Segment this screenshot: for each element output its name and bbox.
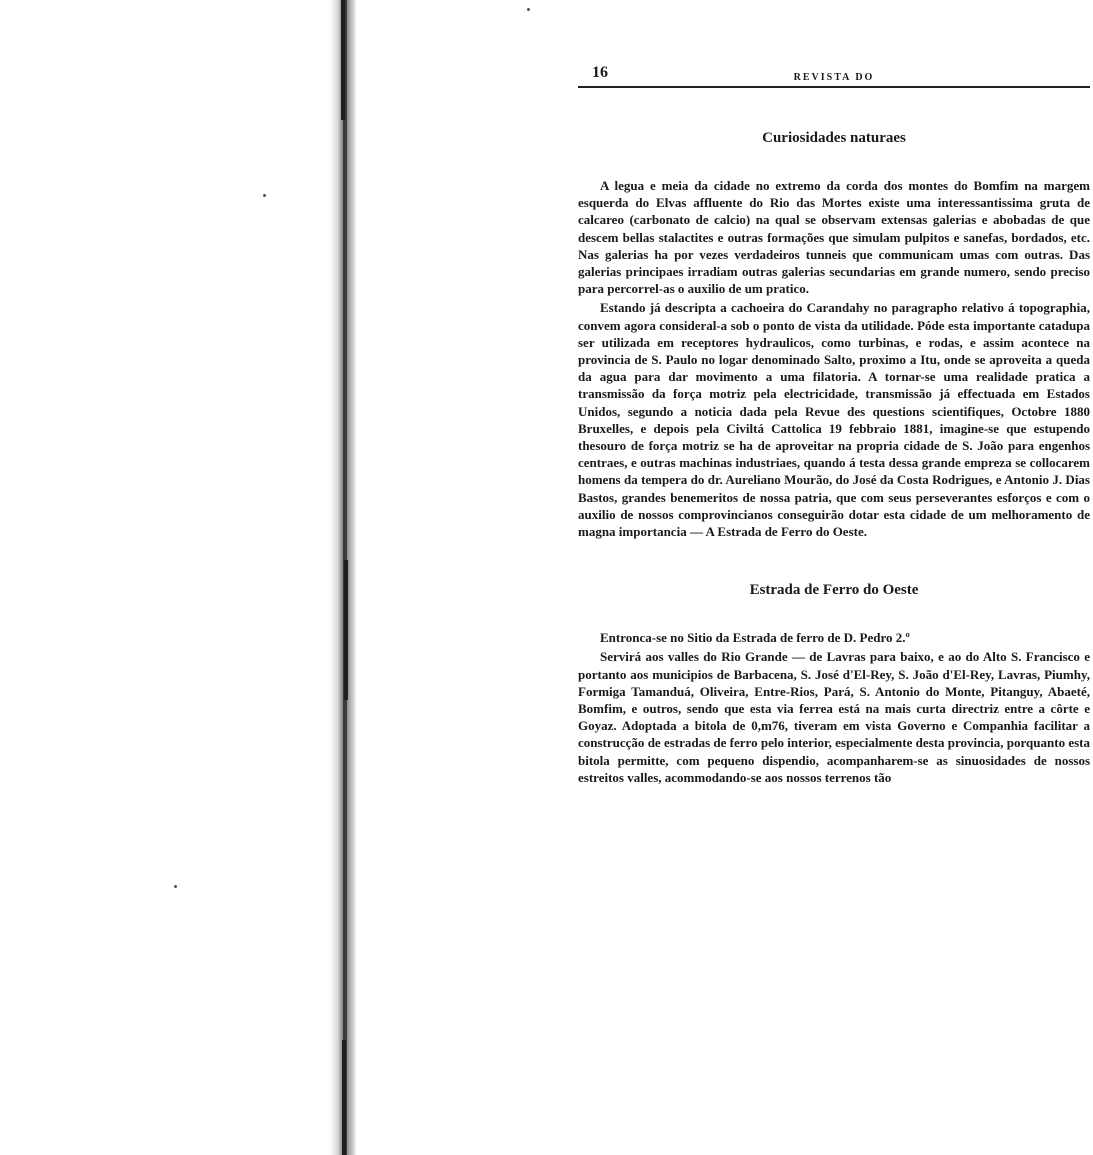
running-header [578, 58, 1090, 88]
paragraph: Servirá aos valles do Rio Grande — de Lavras para baixo, e ao do Alto S. Francisco e portanto aos municipios de Barbacena, S. José d'El-Rey, S. João d'El-Rey, Lavras, Piumhy, Formiga Tamanduá, Oliveira, Entre-Rios, Pará, S. Antonio do Monte, Pitanguy, Abaeté, Bomfim, e outros, sendo que esta via ferrea está na mais curta directriz entre a côrte e Goyaz. Adoptada a bitola de 0,m76, tiveram em vista Governo e Companhia facilitar a construcção de estradas de ferro pelo interior, especialmente desta provincia, porquanto esta bitola permitte, com pequeno dispendio, acompanharem-se as sinuosidades de nossos estreitos valles, acommodando-se aos nossos terrenos tão [578, 649, 1090, 785]
page-speck [174, 885, 177, 888]
text-page [578, 58, 1090, 786]
section-heading-estrada: Estrada de Ferro do Oeste [749, 582, 919, 599]
running-title: REVISTA DO [793, 72, 875, 83]
gutter-mark [341, 0, 345, 120]
page-speck [527, 8, 530, 11]
page-number: 16 [592, 64, 608, 81]
paragraph: A legua e meia da cidade no extremo da corda dos montes do Bomfim na margem esquerda do Elvas affluente do Rio das Mortes existe uma interessantissima gruta de calcareo (carbonato de calcio) na qual se observam extensas galerias e abobadas de que descem bellas stalactites e outras formações que simulam pulpitos e sanefas, bordados, etc. Nas galerias ha por vezes verdadeiros tunneis que communicam umas com outras. Das galerias principaes irradiam outras galerias secundarias em grande numero, sendo preciso para percorrel-as o auxilio de um pratico. [578, 178, 1090, 297]
page-speck [263, 194, 266, 197]
section-body-curiosidades [578, 177, 1090, 540]
gutter-mark [344, 560, 348, 700]
section-heading-curiosidades: Curiosidades naturaes [762, 130, 906, 146]
section-body-estrada [578, 629, 1090, 786]
paragraph: Estando já descripta a cachoeira do Carandahy no paragrapho relativo á topographia, convem agora consideral-a sob o ponto de vista da utilidade. Póde esta importante catadupa ser utilizada em receptores hydraulicos, como turbinas, e rodas, e assim acontece na provincia de S. Paulo no logar denominado Salto, proximo a Itu, onde se aproveita a queda da agua para dar movimento a uma filatoria. A tornar-se uma realidade pratica a transmissão da força motriz pela electricidade, transmissão já effectuada em Estados Unidos, segundo a noticia dada pela Revue des questions scientifiques, Octobre 1880 Bruxelles, e depois pela Civiltá Cattolica 19 febbraio 1881, imagine-se que estupendo thesouro de força motriz se ha de aproveitar na propria cidade de S. João para engenhos centraes, e outras machinas industriaes, quando á testa dessa grande empreza se collocarem homens da tempera do dr. Aureliano Mourão, do José da Costa Rodrigues, e Antonio J. Dias Bastos, grandes benemeritos de nossa patria, que com seus perseverantes esforços e com o auxilio de nossos comprovincianos conseguirão dotar esta cidade de um melhoramento de magna importancia — A Estrada de Ferro do Oeste. [578, 300, 1090, 540]
gutter-mark [342, 1040, 346, 1155]
paragraph: Entronca-se no Sitio da Estrada de ferro de D. Pedro 2.º [600, 630, 910, 646]
